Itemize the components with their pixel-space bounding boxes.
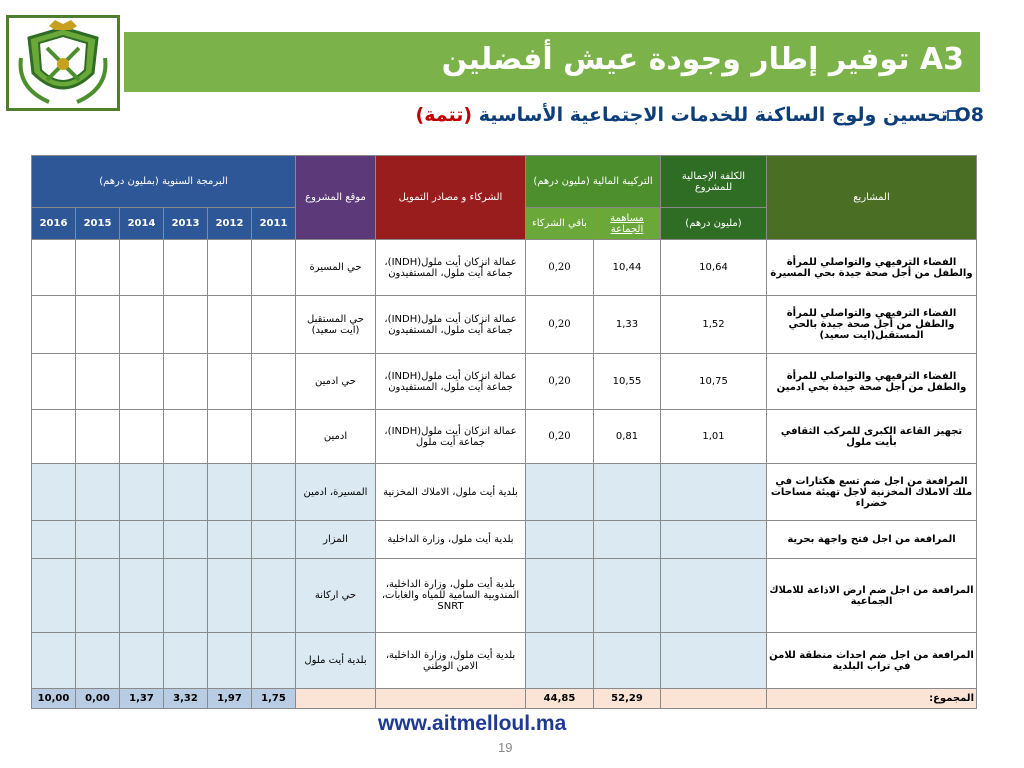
others-cell: 0,20 [526,296,594,354]
total-year-cell: 0,00 [76,689,120,709]
year-cell [32,296,76,354]
table-row [32,410,977,464]
year-cell [208,410,252,464]
year-header: 2012 [208,208,252,240]
others-cell: 0,20 [526,240,594,296]
others-cell [526,464,594,521]
total-cost-unit-header: (مليون درهم) [661,208,767,240]
table-row [32,633,977,689]
cost-cell [661,559,767,633]
cost-cell: 10,75 [661,354,767,410]
year-header: 2013 [164,208,208,240]
partners-cell: بلدية أيت ملول، وزارة الداخلية [376,521,526,559]
total-municipality-cell: 52,29 [594,689,661,709]
municipality-contribution-header: مساهمة الجماعة [594,208,661,240]
year-cell [76,464,120,521]
year-header: 2014 [120,208,164,240]
municipality-cell: 1,33 [594,296,661,354]
year-cell [252,464,296,521]
year-cell [120,410,164,464]
projects-table [31,155,977,709]
year-cell [32,354,76,410]
total-year-cell: 1,75 [252,689,296,709]
project-cell: تجهيز القاعة الكبرى للمركب الثقافي بأيت ملول [767,410,977,464]
year-cell [76,410,120,464]
total-year-cell: 1,37 [120,689,164,709]
location-cell: المزار [296,521,376,559]
table-row [32,354,977,410]
total-partners-cell [376,689,526,709]
year-cell [32,521,76,559]
year-cell [208,633,252,689]
year-header: 2016 [32,208,76,240]
year-cell [252,559,296,633]
year-header: 2011 [252,208,296,240]
year-cell [164,354,208,410]
year-cell [120,559,164,633]
year-cell [252,296,296,354]
subtitle-continued: (تتمة) [415,104,473,126]
municipality-cell [594,633,661,689]
total-year-cell: 10,00 [32,689,76,709]
year-cell [120,240,164,296]
header-row-1 [32,156,977,208]
municipality-cell: 10,55 [594,354,661,410]
total-cost-cell [661,689,767,709]
project-cell: الفضاء الترفيهي والتواصلي للمرأة والطفل من أجل صحة جيدة بحي ادمين [767,354,977,410]
cost-cell: 10,64 [661,240,767,296]
year-cell [208,296,252,354]
partners-cell: عمالة انزكان أيت ملول(INDH)، جماعة أيت ملول، المستفيدون [376,354,526,410]
total-label-cell: المجموع: [767,689,977,709]
others-cell [526,633,594,689]
year-cell [76,633,120,689]
location-cell: المسيرة، ادمين [296,464,376,521]
financial-structure-header: التركيبة المالية (مليون درهم) [526,156,661,208]
cost-cell [661,633,767,689]
others-cell [526,559,594,633]
year-header: 2015 [76,208,120,240]
emblem-icon [9,18,117,108]
table-row [32,521,977,559]
project-cell: المرافعة من اجل ضم تسع هكتارات في ملك الاملاك المخزنية لاجل تهيئة مساحات خضراء [767,464,977,521]
others-cell: 0,20 [526,354,594,410]
partners-cell: بلدية أيت ملول، وزارة الداخلية، الامن الوطني [376,633,526,689]
year-cell [32,464,76,521]
location-cell: بلدية أيت ملول [296,633,376,689]
year-cell [32,559,76,633]
partners-cell: عمالة انزكان أيت ملول(INDH)، جماعة أيت ملول، المستفيدون [376,240,526,296]
year-cell [208,521,252,559]
website-link[interactable]: www.aitmelloul.ma [378,712,567,735]
title-bar [124,32,980,92]
page-subtitle [416,104,984,126]
year-cell [208,559,252,633]
year-cell [32,633,76,689]
location-cell: حي ادمين [296,354,376,410]
year-cell [76,521,120,559]
totals-row [32,689,977,709]
year-cell [120,354,164,410]
total-others-cell: 44,85 [526,689,594,709]
total-cost-header: الكلفة الإجمالية للمشروع [661,156,767,208]
year-cell [208,240,252,296]
others-cell: 0,20 [526,410,594,464]
location-header: موقع المشروع [296,156,376,240]
year-cell [208,464,252,521]
partners-cell: بلدية أيت ملول، الاملاك المخزنية [376,464,526,521]
projects-header: المشاريع [767,156,977,240]
partners-cell: عمالة انزكان أيت ملول(INDH)، جماعة أيت ملول، المستفيدون [376,296,526,354]
year-cell [164,240,208,296]
year-cell [76,559,120,633]
municipality-cell [594,559,661,633]
project-cell: المرافعة من اجل ضم احداث منطقة للامن في تراب البلدية [767,633,977,689]
annual-programming-header: البرمجة السنوية (بمليون درهم) [32,156,296,208]
table-row [32,296,977,354]
page-number: 19 [498,740,513,755]
year-cell [252,521,296,559]
total-year-cell: 3,32 [164,689,208,709]
partners-cell: عمالة انزكان أيت ملول(INDH)، جماعة أيت ملول [376,410,526,464]
year-cell [76,354,120,410]
other-partners-header: باقي الشركاء [526,208,594,240]
cost-cell [661,464,767,521]
cost-cell: 1,52 [661,296,767,354]
municipality-cell: 0,81 [594,410,661,464]
project-cell: الفضاء الترفيهي والتواصلي للمرأة والطفل من أجل صحة جيدة بحي المسيرة [767,240,977,296]
year-cell [252,633,296,689]
table-row [32,240,977,296]
total-location-cell [296,689,376,709]
project-cell: الفضاء الترفيهي والتواصلي للمرأة والطفل من أجل صحة جيدة بالحي المستقبل(ايت سعيد) [767,296,977,354]
page-title: A3 توفير إطار وجودة عيش أفضلين [441,42,964,77]
location-cell: حي المستقبل (ايت سعيد) [296,296,376,354]
year-cell [32,240,76,296]
cost-cell: 1,01 [661,410,767,464]
year-cell [120,521,164,559]
municipality-cell [594,464,661,521]
year-cell [164,559,208,633]
project-cell: المرافعة من اجل فتح واجهة بحرية [767,521,977,559]
year-cell [164,464,208,521]
municipality-logo [6,15,120,111]
others-cell [526,521,594,559]
total-year-cell: 1,97 [208,689,252,709]
year-cell [120,296,164,354]
subtitle-text: O8 تحسين ولوج الساكنة للخدمات الاجتماعية الأساسية [478,104,984,126]
year-cell [120,464,164,521]
partners-header: الشركاء و مصادر التمويل [376,156,526,240]
year-cell [164,410,208,464]
cost-cell [661,521,767,559]
year-cell [252,354,296,410]
year-cell [76,240,120,296]
municipality-cell [594,521,661,559]
partners-cell: بلدية أيت ملول، وزارة الداخلية، المندوبية السامية للمياه والغابات، SNRT [376,559,526,633]
year-cell [120,633,164,689]
project-cell: المرافعة من اجل ضم ارض الاذاعة للاملاك الجماعية [767,559,977,633]
year-cell [164,296,208,354]
table-row [32,464,977,521]
location-cell: حي اركانة [296,559,376,633]
location-cell: حي المسيرة [296,240,376,296]
year-cell [164,633,208,689]
year-cell [252,240,296,296]
location-cell: ادمين [296,410,376,464]
year-cell [76,296,120,354]
year-cell [32,410,76,464]
year-cell [208,354,252,410]
table-row [32,559,977,633]
year-cell [252,410,296,464]
year-cell [164,521,208,559]
municipality-cell: 10,44 [594,240,661,296]
